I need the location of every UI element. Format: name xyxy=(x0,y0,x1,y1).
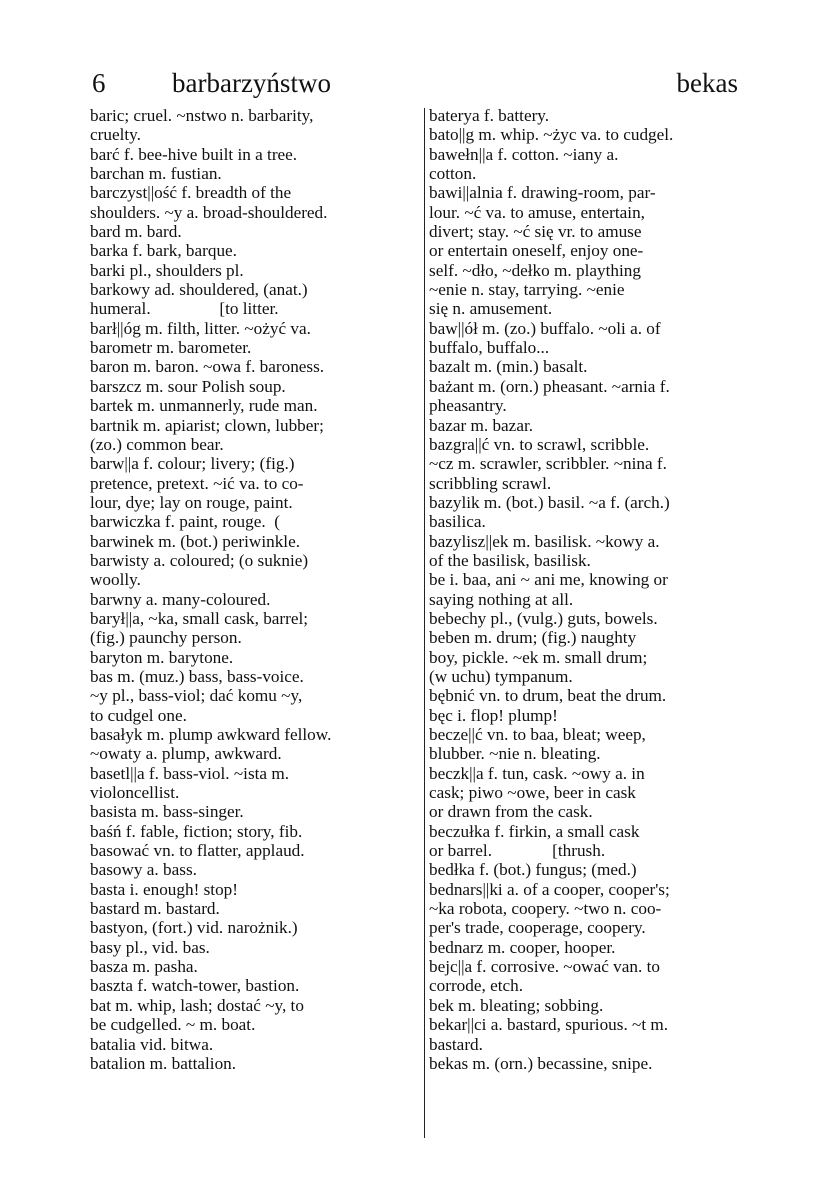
entry-line: (w uchu) tympanum. xyxy=(429,666,573,686)
entry-line: divert; stay. ~ć się vr. to amuse xyxy=(429,222,642,242)
entry-line: baron m. baron. ~owa f. baroness. xyxy=(90,357,325,377)
entry-line: bednars||ki a. of a cooper, cooper's; xyxy=(429,879,670,899)
entry-line: (fig.) paunchy person. xyxy=(90,628,242,648)
entry-line: bazylisz||ek m. basilisk. ~kowy a. xyxy=(429,531,660,551)
entry-line: lour. ~ć va. to amuse, entertain, xyxy=(429,202,645,222)
entry-line: bekar||ci a. bastard, spurious. ~t m. xyxy=(429,1015,669,1035)
header-left-guide-word: barbarzyństwo xyxy=(172,68,331,98)
page-number: 6 xyxy=(92,68,106,98)
entry-line: cruelty. xyxy=(90,125,141,145)
entry-line: of the basilisk, basilisk. xyxy=(429,550,591,570)
entry-line: barwny a. many-coloured. xyxy=(90,589,271,609)
entry-line: woolly. xyxy=(90,570,141,590)
entry-line: barki pl., shoulders pl. xyxy=(90,260,244,280)
entry-line: ~enie n. stay, tarrying. ~enie xyxy=(429,280,625,300)
entry-line: barw||a f. colour; livery; (fig.) xyxy=(90,454,295,474)
entry-line: pretence, pretext. ~ić va. to co- xyxy=(90,473,304,493)
entry-line: bawełn||a f. cotton. ~iany a. xyxy=(429,144,619,164)
entry-line: per's trade, cooperage, coopery. xyxy=(429,918,646,938)
entry-line: violoncellist. xyxy=(90,783,180,803)
entry-line: basowy a. bass. xyxy=(90,860,197,880)
entry-line: boy, pickle. ~ek m. small drum; xyxy=(429,647,648,667)
entry-line: self. ~dło, ~dełko m. plaything xyxy=(429,260,641,280)
entry-line: pheasantry. xyxy=(429,396,507,416)
entry-line: baśń f. fable, fiction; story, fib. xyxy=(90,821,303,841)
entry-line: batalion m. battalion. xyxy=(90,1053,237,1073)
entry-line: shoulders. ~y a. broad-shouldered. xyxy=(90,202,328,222)
entry-line: be i. baa, ani ~ ani me, knowing or xyxy=(429,570,668,590)
entry-line: ~cz m. scrawler, scribbler. ~nina f. xyxy=(429,454,667,474)
entry-line: barkowy ad. shouldered, (anat.) xyxy=(90,280,308,300)
page-header xyxy=(92,68,744,104)
left-column xyxy=(90,106,420,1073)
entry-line: bawi||alnia f. drawing-room, par- xyxy=(429,183,656,203)
entry-line: baric; cruel. ~nstwo n. barbarity, xyxy=(90,106,314,125)
right-column xyxy=(429,106,749,1073)
entry-line: barwinek m. (bot.) periwinkle. xyxy=(90,531,301,551)
entry-line: bek m. bleating; sobbing. xyxy=(429,995,604,1015)
entry-line: be cudgelled. ~ m. boat. xyxy=(90,1015,256,1035)
entry-line: batalia vid. bitwa. xyxy=(90,1034,214,1054)
entry-line: baryton m. barytone. xyxy=(90,647,234,667)
header-right-guide-word: bekas xyxy=(676,68,738,98)
entry-line: bastyon, (fort.) vid. narożnik.) xyxy=(90,918,298,938)
entry-line: cotton. xyxy=(429,164,477,184)
entry-line: beben m. drum; (fig.) naughty xyxy=(429,628,637,648)
entry-line: bedłka f. (bot.) fungus; (med.) xyxy=(429,860,637,880)
entry-line: bas m. (muz.) bass, bass-voice. xyxy=(90,666,304,686)
entry-line: baszta f. watch-tower, bastion. xyxy=(90,976,300,996)
entry-line: (zo.) common bear. xyxy=(90,434,224,454)
entry-line: się n. amusement. xyxy=(429,299,553,319)
entry-line: bęc i. flop! plump! xyxy=(429,705,558,725)
entry-line: blubber. ~nie n. bleating. xyxy=(429,744,601,764)
entry-line: bato||g m. whip. ~życ va. to cudgel. xyxy=(429,125,674,145)
entry-line: bazar m. bazar. xyxy=(429,415,534,435)
column-divider xyxy=(424,108,425,1138)
entry-line: humeral. [to litter. xyxy=(90,299,279,319)
entry-line: scribbling scrawl. xyxy=(429,473,552,493)
entry-line: barył||a, ~ka, small cask, barrel; xyxy=(90,608,309,628)
entry-line: or drawn from the cask. xyxy=(429,802,593,822)
entry-line: basy pl., vid. bas. xyxy=(90,937,210,957)
entry-line: bednarz m. cooper, hooper. xyxy=(429,937,616,957)
entry-line: barwisty a. coloured; (o suknie) xyxy=(90,550,309,570)
entry-line: bebechy pl., (vulg.) guts, bowels. xyxy=(429,608,658,628)
entry-line: bazalt m. (min.) basalt. xyxy=(429,357,588,377)
entry-line: to cudgel one. xyxy=(90,705,187,725)
entry-line: barchan m. fustian. xyxy=(90,164,222,184)
entry-line: basetl||a f. bass-viol. ~ista m. xyxy=(90,763,289,783)
entry-line: barka f. bark, barque. xyxy=(90,241,237,261)
entry-line: barć f. bee-hive built in a tree. xyxy=(90,144,298,164)
entry-line: barczyst||ość f. breadth of the xyxy=(90,183,292,203)
entry-line: barometr m. barometer. xyxy=(90,338,252,358)
entry-line: ~ka robota, coopery. ~two n. coo- xyxy=(429,899,662,919)
entry-line: baw||ół m. (zo.) buffalo. ~oli a. of xyxy=(429,318,661,338)
entry-line: basza m. pasha. xyxy=(90,957,198,977)
entry-line: basałyk m. plump awkward fellow. xyxy=(90,725,332,744)
entry-line: bębnić vn. to drum, beat the drum. xyxy=(429,686,667,706)
entry-line: bartnik m. apiarist; clown, lubber; xyxy=(90,415,324,435)
entry-line: becze||ć vn. to baa, bleat; weep, xyxy=(429,725,646,744)
entry-line: bażant m. (orn.) pheasant. ~arnia f. xyxy=(429,376,670,396)
entry-line: bard m. bard. xyxy=(90,222,182,242)
entry-line: baterya f. battery. xyxy=(429,106,550,125)
entry-line: basilica. xyxy=(429,512,486,532)
entry-line: basować vn. to flatter, applaud. xyxy=(90,841,305,861)
entry-line: basta i. enough! stop! xyxy=(90,879,238,899)
entry-line: buffalo, buffalo... xyxy=(429,338,550,358)
entry-line: bekas m. (orn.) becassine, snipe. xyxy=(429,1053,653,1073)
entry-line: bat m. whip, lash; dostać ~y, to xyxy=(90,995,304,1015)
entry-line: beczk||a f. tun, cask. ~owy a. in xyxy=(429,763,645,783)
entry-line: barszcz m. sour Polish soup. xyxy=(90,376,286,396)
entry-line: bejc||a f. corrosive. ~ować van. to xyxy=(429,957,660,977)
entry-line: saying nothing at all. xyxy=(429,589,574,609)
entry-line: bazgra||ć vn. to scrawl, scribble. xyxy=(429,434,650,454)
entry-line: cask; piwo ~owe, beer in cask xyxy=(429,783,636,803)
entry-line: ~y pl., bass-viol; dać komu ~y, xyxy=(90,686,303,706)
entry-line: bartek m. unmannerly, rude man. xyxy=(90,396,318,416)
entry-line: lour, dye; lay on rouge, paint. xyxy=(90,492,293,512)
entry-line: or barrel. [thrush. xyxy=(429,841,606,861)
entry-line: beczułka f. firkin, a small cask xyxy=(429,821,640,841)
entry-line: bastard. xyxy=(429,1034,483,1054)
entry-line: bastard m. bastard. xyxy=(90,899,220,919)
entry-line: barł||óg m. filth, litter. ~ożyć va. xyxy=(90,318,311,338)
entry-line: corrode, etch. xyxy=(429,976,524,996)
entry-line: barwiczka f. paint, rouge. ( xyxy=(90,512,280,532)
entry-line: basista m. bass-singer. xyxy=(90,802,244,822)
entry-line: ~owaty a. plump, awkward. xyxy=(90,744,282,764)
entry-line: bazylik m. (bot.) basil. ~a f. (arch.) xyxy=(429,492,670,512)
entry-line: or entertain oneself, enjoy one- xyxy=(429,241,644,261)
